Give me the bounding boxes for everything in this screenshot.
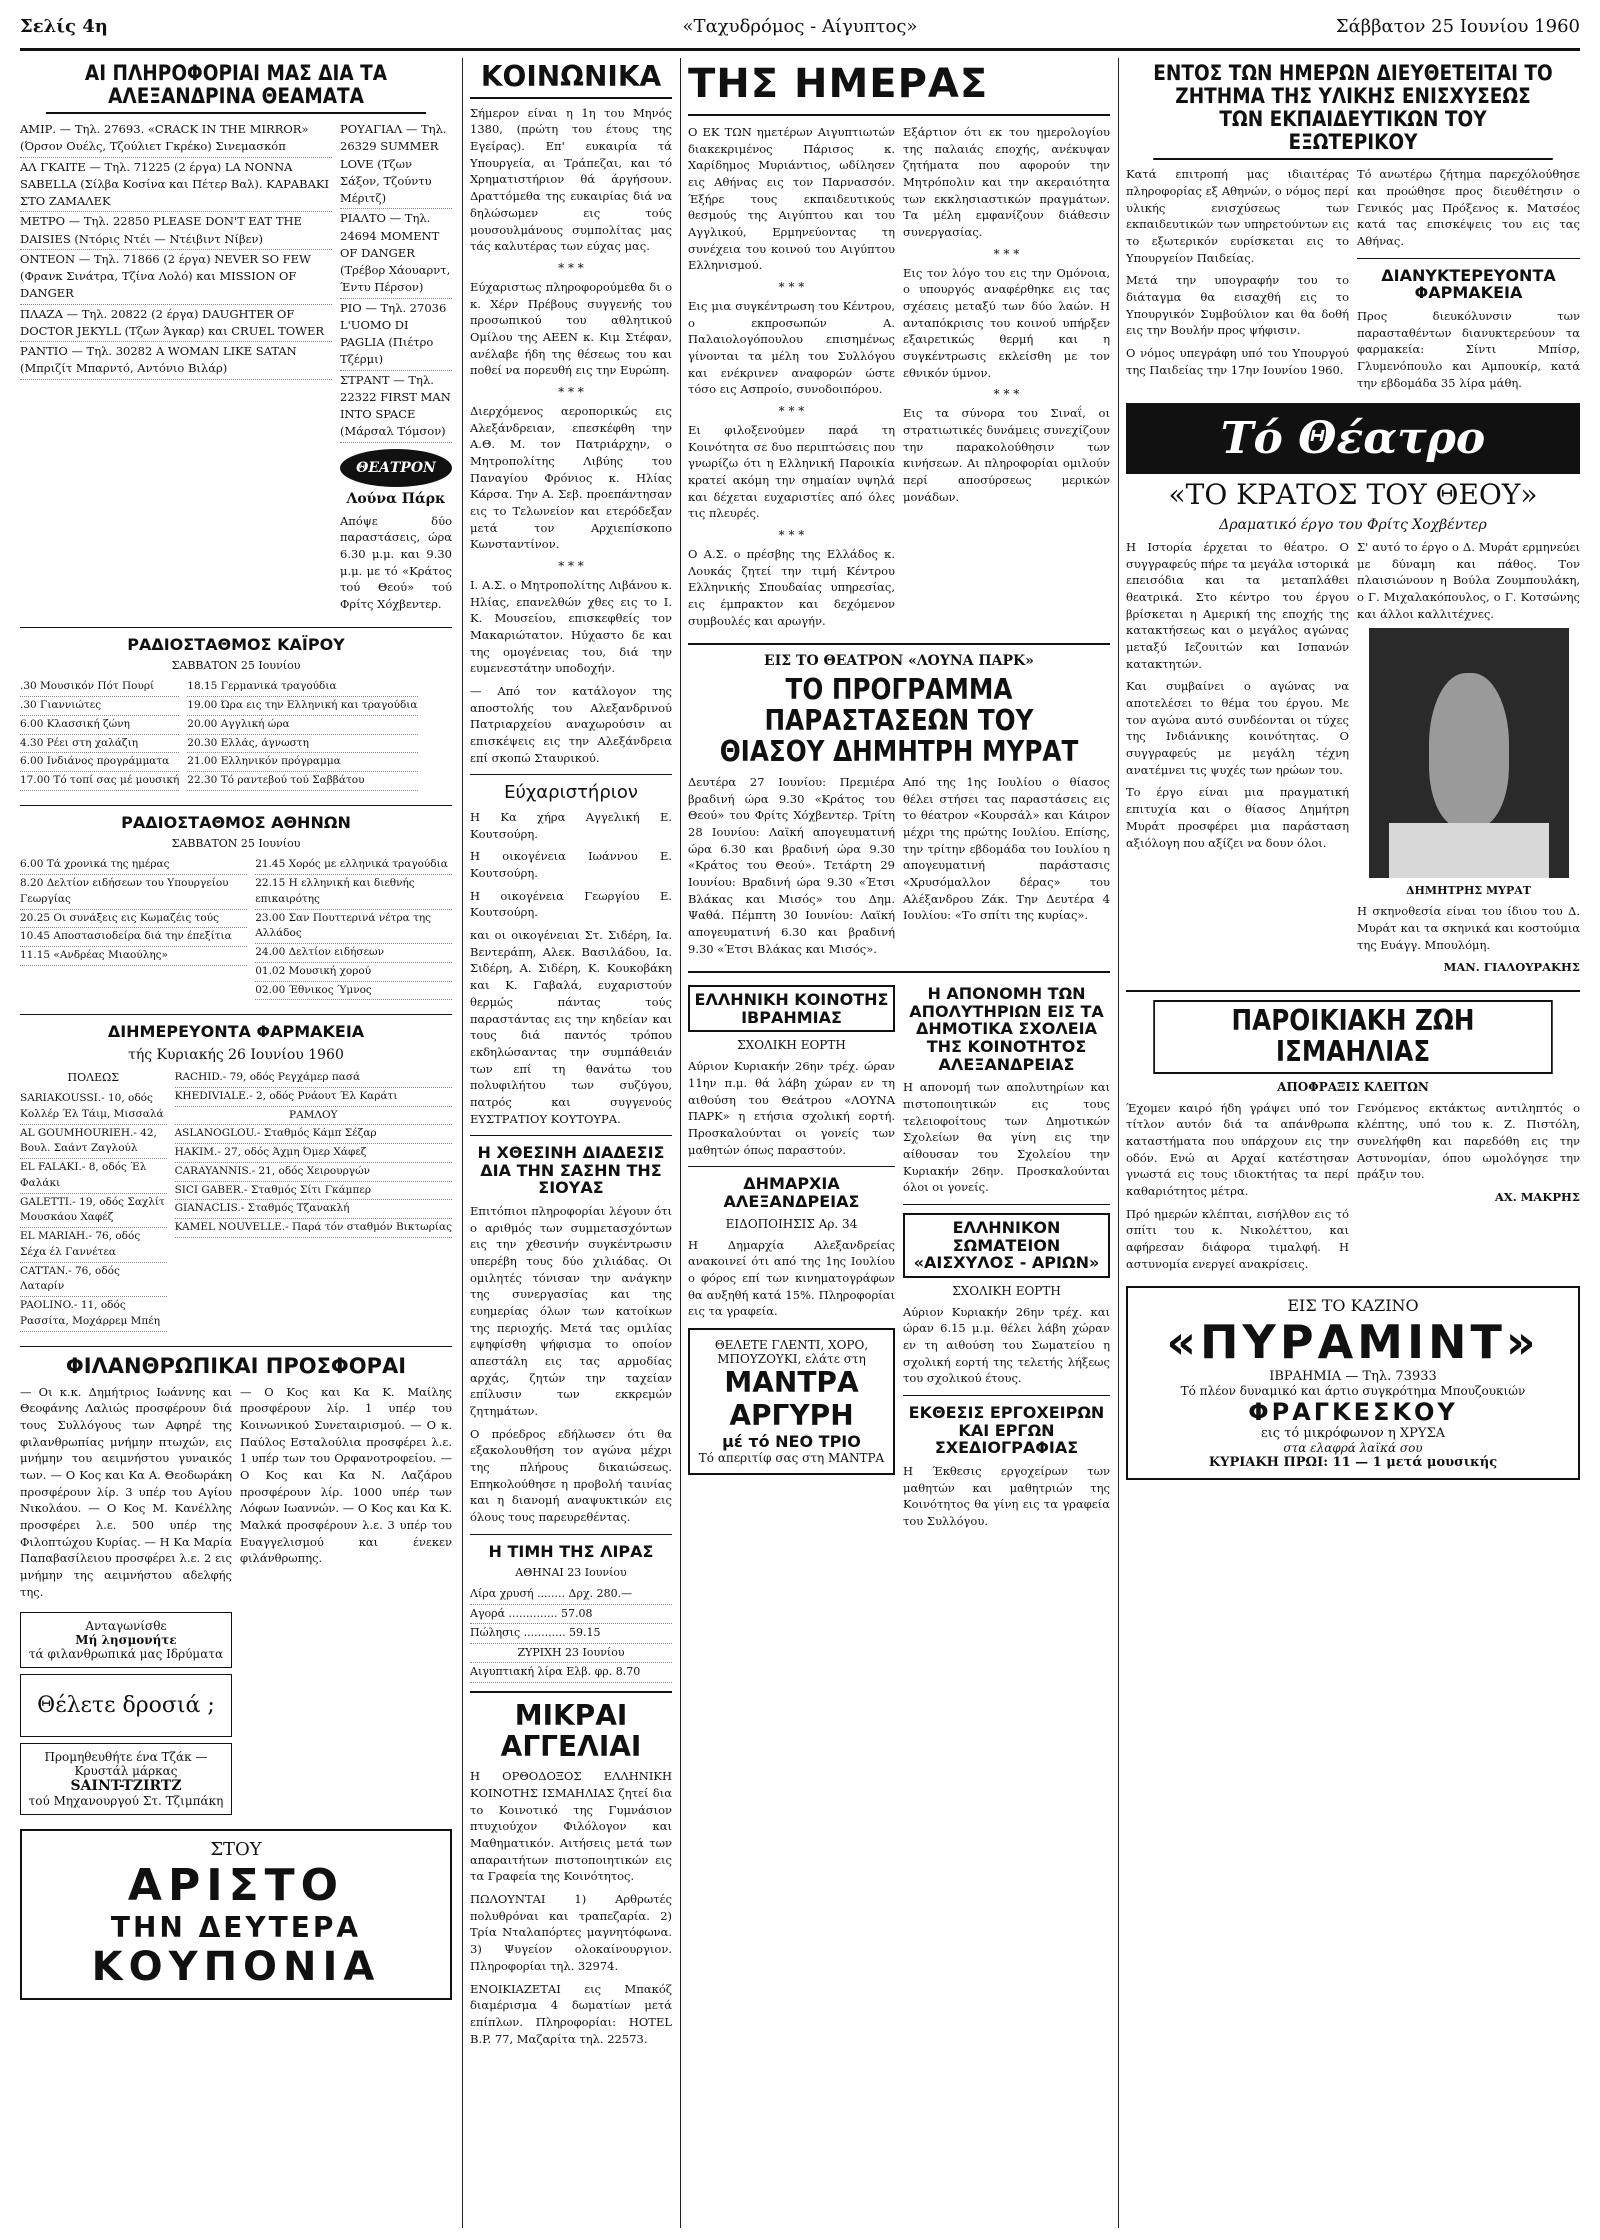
radio-program: 8.20 Δελτίον ειδήσεων του Υπουργείου Γεωργίας: [20, 875, 247, 910]
radio-program: 19.00 Ώρα εις την Ελληνική και τραγούδια: [187, 697, 417, 716]
suez-paragraph: Επιτόπιοι πληροφορίαι λέγουν ότι ο αριθμός των συμμετασχόντων εις την χθεσινήν συγκέντρωσιν υπερέβη τους δύο χιλιάδας. Οι ομιλητές τόνισαν την ανάγκην της συνεργασίας και της ευημερίας όλων των κατοίκων της περιοχής. Μετά τας ομιλίας εψηφίσθη ψήφισμα το οποίον απεστάλη εις τας αρμοδίας αρχάς, ζητών την ταχείαν επίλυσιν των εκκρεμών ζητημάτων.: [470, 1203, 672, 1419]
actor-photo: [1369, 628, 1569, 878]
news-paragraph: Εις τον λόγο του εις την Ομόνοια, ο υπουργός αναφέρθηκε εις τας σχέσεις μεταξύ των δύο λαών. Η ανταπόκρισις του κοινού υπήρξεν εξαιρετικώς θερμή και η συγκέντρωσις εκλείσθη με τον εθνικόν ύμνον.: [903, 265, 1110, 380]
casino-name: «ΠΥΡΑΜΙΝΤ»: [1166, 1315, 1540, 1370]
community-ibrahimia-subtitle: ΣΧΟΛΙΚΗ ΕΟΡΤΗ: [737, 1038, 846, 1053]
column-rule: [462, 58, 463, 2228]
radio-athens-date: ΣΑΒΒΑΤΟΝ 25 Ιουνίου: [171, 837, 301, 851]
social-paragraph: Ι. Α.Σ. ο Μητροπολίτης Λιβάνου κ. Ηλίας, επανελθών χθες εις το Ι. Κ. Μουσείου, επισκεφθείς τον Μακαριώτατον. Ηύχαστο δε και της ομογένειας του, διά την ευμενεστάτην υποδοχήν.: [470, 577, 672, 676]
charity-text-left: — Οι κ.κ. Δημήτριος Ιωάννης και Θεοφάνης Λαλιώς προσφέρουν διά τους Συλλόγους των Αφηρέ της φιλανθρωπίας μνήμην πτωχών, εις μνήμην του αειμνήστου γυναικός των. — Ο Κος και Κα Α. Θεοδωράκη προσφέρουν λίρ. 3 υπέρ του Αγίου Νικολάου. — Ο Κος Μ. Κανέλλης προσφέρει λ.ε. 500 υπέρ της Φιλοπτώχου Κυρίας. — Η Κα Μαρία Παπαβασίλειου προσφέρει λ.ε. 2 εις μνήμην της αειμνήστου αδελφής της.: [20, 1384, 232, 1599]
news-paragraph: Εις τα σύνορα του Σιναΐ, οι στρατιωτικές δυνάμεις συνεχίζουν την παρακολούθησιν των κινήσεων. Αι πληροφορίαι ομιλούν περί αποσύρσεως μερικών μονάδων.: [903, 406, 1110, 504]
cinema-entry: ΡΟΥΑΓΙΑΛ — Τηλ. 26329 SUMMER LOVE (Τζων Σάξον, Τζούντυ Μέριτζ): [340, 120, 452, 209]
ismailia-subtitle: ΑΠΟΦΡΑΞΙΣ ΚΛΕΙΤΩΝ: [1277, 1079, 1429, 1094]
cinema-entry: ΣΤΡΑΝΤ — Τηλ. 22322 FIRST MAN INTO SPACE (Μάρσαλ Τόμσον): [340, 371, 452, 443]
newspaper-name: «Ταχυδρόμος - Αίγυπτος»: [682, 16, 918, 37]
night-pharmacies-text: Προς διευκόλυνσιν των παρασταθέντων διανυκτερεύουν τα φαρμακεία: Σίντι Μπίσρ, Γλυμενόπουλο και Αμπουκίρ, κατά την εβδομάδα 35 λίρα μάθη.: [1357, 308, 1580, 390]
theatre-name: Λούνα Πάρκ: [346, 490, 446, 507]
pharmacy-area-label: ΡΑΜΛΟΥ: [175, 1107, 452, 1126]
community-ibrahimia-text: Αύριον Κυριακήν 26ην τρέχ. ώραν 11ην π.μ. θά λάβη χώραν εν τη αιθούση του Θεάτρου «ΛΟΥΝΑ ΠΑΡΚ» η ετήσια σχολική εορτή. Προσκαλούνται οι γονείς των μαθητών όπως παραστούν.: [688, 1059, 895, 1157]
donate-reminder-box: [20, 1612, 232, 1668]
play-subtitle: Δραματικό έργο του Φρίτς Χοχβέντερ: [1219, 517, 1487, 534]
shop-ad-line: τού Μηχανουργού Στ. Τζιμπάκη: [28, 1794, 224, 1809]
aeschylus-heading: ΕΛΛΗΝΙΚΟΝ ΣΩΜΑΤΕΙΟΝ «ΑΙΣΧΥΛΟΣ - ΑΡΙΩΝ»: [903, 1213, 1110, 1278]
column-culture: [1126, 58, 1580, 2228]
classified-ad: Η ΟΡΘΟΔΟΞΟΣ ΕΛΛΗΝΙΚΗ ΚΟΙΝΟΤΗΣ ΙΣΜΑΗΛΙΑΣ ζητεί δια το Κοινοτικό της Γυμνάσιον πτυχιούχον Φιλόλογον και Μαθηματικόν. Αιτήσεις μετά των απαραιτήτων πιστοποιητικών εις τα Γραφεία της Κοινότητος.: [470, 1769, 672, 1884]
pound-rate-row: Λίρα χρυσή ........ Δρχ. 280.—: [470, 1585, 672, 1605]
pound-rate-row: ΖΥΡΙΧΗ 23 Ιουνίου: [470, 1644, 672, 1664]
pharmacy-entry: KAMEL NOUVELLE.- Παρά τόν σταθμόν Βικτωρίας: [175, 1219, 452, 1238]
theatre-note: Απόψε δύο παραστάσεις, ώρα 6.30 μ.μ. και 9.30 μ.μ. με τό «Κράτος τού Θεού» τού Φρίτς Χόχβεντερ.: [340, 513, 452, 612]
teachers-paragraph: Τό ανωτέρω ζήτημα παρεχόλούθησε και προώθησε προς διευθέτησιν ο Γενικός μας Πρόξενος κ. Ματσέος κατά τας επισκέψεις του εις τας Αθήνας.: [1357, 167, 1580, 249]
program-text-left: Δευτέρα 27 Ιουνίου: Πρεμιέρα βραδινή ώρα 9.30 «Κράτος του Θεού» του Φρίτς Χόχβεντερ. Τρίτη 28 Ιουνίου: Λαϊκή απογευματινή ώρα 6.30 και βραδινή ώρα 9.30 «Κράτος του Θεού». Τετάρτη 29 Ιουνίου: Βραδινή ώρα 9.30 «Έτσι Βλάκας και Μισός» του Δημ. Ψαθά. Πέμπτη 30 Ιουνίου: Λαϊκή απογευματινή 6.30 και βραδινή 9.30 «Έτσι Βλάκας και Μισός».: [688, 774, 895, 956]
ismailia-heading: ΠΑΡΟΙΚΙΑΚΗ ΖΩΗ ΙΣΜΑΗΛΙΑΣ: [1153, 1000, 1553, 1074]
radio-cairo-heading: ΡΑΔΙΟΣΤΑΘΜΟΣ ΚΑΪΡΟΥ: [127, 634, 345, 654]
expo-heading: ΕΚΘΕΣΙΣ ΕΡΓΟΧΕΙΡΩΝ ΚΑΙ ΕΡΓΩΝ ΣΧΕΔΙΟΓΡΑΦΙΑΣ: [908, 1403, 1105, 1458]
radio-program: 4.30 Ρέει στη χαλάζιη: [20, 735, 179, 754]
pharmacy-entry: PAOLINO.- 11, οδός Ρασσίτα, Μοχάρρεμ Μπέη: [20, 1297, 167, 1332]
radio-program: 23.00 Σαν Πουττερινά νέτρα της Αλλάδος: [255, 910, 452, 945]
municipality-text: Η Δημαρχία Αλεξανδρείας ανακοινεί ότι από της 1ης Ιουλίου ο φόρος επί των κινηματογράφων θα αυξηθή κατά 15%. Πληροφορίαι εις τα γραφεία.: [688, 1237, 895, 1319]
radio-athens-list-right: [255, 856, 452, 1000]
cinema-entry: ΜΕΤΡΟ — Τηλ. 22850 PLEASE DON'T EAT THE DAISIES (Ντόρις Ντέι — Ντέιβιντ Νίβεν): [20, 212, 332, 250]
theatre-banner: [1126, 403, 1580, 474]
casino-line: ΙΒΡΑΗΜΙΑ — Τηλ. 73933: [1269, 1369, 1437, 1385]
social-paragraph: Σήμερον είναι η 1η του Μηνός 1380, (πρώτη του έτους της Εγείρας). Επ' ευκαιρία τά Υπουργεία, αι Τράπεζαι, και τό Χρηματιστήριον θά άργήσουν. Δραττόμεθα της ευκαιρίας διά να δηλώσωμεν εις τούς μουσουλμάνους συμπολίτας μας τάς καλυτέρας των εύχας μας.: [470, 105, 672, 254]
pharmacy-entry: EL FALAKI.- 8, οδός Έλ Φαλάκι: [20, 1159, 167, 1194]
radio-program: 20.25 Οι συνάξεις εις Κωμαζέις τούς: [20, 910, 247, 929]
news-paragraph: Ο ΕΚ ΤΩΝ ημετέρων Αιγυπτιωτών διακεκριμένος Πάρισος κ. Χαρίδημος Μυριάντιος, ωδίλησεν εις Αθήνας εις τον Παρνασσόν. Έξήρε τους εκπαιδευτικούς θεσμούς της Αιγύπτου και του Αγγλικού, Ερμηνεύοντας τη συνέχεια του κοινού του Αιγύπτου Ελληνισμού.: [688, 125, 895, 273]
casino-line: Τό πλέον δυναμικό και άρτιο συγκρότημα Μπουζουκιών: [1180, 1384, 1526, 1399]
casino-line: εις τό μικρόφωνον η ΧΡΥΣΑ: [1260, 1426, 1446, 1442]
classified-ad: ΕΝΟΙΚΙΑΖΕΤΑΙ εις Μπακόζ διαμέρισμα 4 δωματίων μετά επίπλων. Πληροφορίαι: HOTEL B.P. 77, Μαζαρίτα τηλ. 22573.: [470, 1981, 672, 2046]
pound-rate-row: Αγορά .............. 57.08: [470, 1605, 672, 1625]
actor-photo-caption: ΔΗΜΗΤΡΗΣ ΜΥΡΑΤ: [1406, 884, 1531, 898]
cinema-entry: ΑΛ ΓΚΑΙΤΕ — Τηλ. 71225 (2 έργα) LA NONNA SABELLA (Σίλβα Κοσίνα και Πέτερ Βαλ). ΚΑΡΑΒΑΚΙ ΣΤΟ ΖΑΜΑΛΕΚ: [20, 158, 332, 213]
pound-rates: [470, 1585, 672, 1683]
thanks-heading: Εύχαριστήριον: [504, 782, 638, 804]
radio-program: 10.45 Αποστασιοδείρα διά την έπεξίτια: [20, 928, 247, 947]
cinema-entry: ΡΑΝΤΙΟ — Τηλ. 30282 A WOMAN LIKE SATAN (Μπριζίτ Μπαρντό, Αντόνιο Βιλάρ): [20, 342, 332, 380]
thanks-line: Η οικογένεια Ιωάννου Ε. Κουτσούρη.: [470, 849, 672, 881]
classified-ad: ΠΩΛΟΥΝΤΑΙ 1) Αρθρωτές πολυθρόναι και τραπεζαρία. 2) Τρία Νταλαπόρτες μαγνητόφωνα. 3) Ψυγείον ολοκαίνουργιον. Πληροφορίαι τηλ. 32974.: [470, 1892, 672, 1973]
pharmacies-list-city: [20, 1090, 167, 1332]
pound-heading: Η ΤΙΜΗ ΤΗΣ ΛΙΡΑΣ: [488, 1541, 654, 1561]
social-paragraph: — Από τον κατάλογον της αποστολής του Αλεξανδρινού Πατριαρχείου αναχωρούσιν αι επισκέψεις εις την Αλεξάνδρεια επί σκοπώ Σταυρικού.: [470, 683, 672, 765]
play-paragraph: Η Ιστορία έρχεται το θέατρο. Ο συγγραφεύς πήρε τα μεγάλα ιστορικά επεισόδια και τα μεταπλάθει θεατρικά. Στο κέντρο του έργου βρίσκεται η Αμερική της εποχής της κατακτήσεως και ο μεγάλος αγώνας μεταξύ Ιεζουιτών και Ισπανών κατακτητών.: [1126, 540, 1349, 671]
pharmacies-area: ΠΟΛΕΩΣ: [67, 1071, 120, 1084]
shop-ad-brand: SAINT-TZIRTZ: [70, 1778, 182, 1795]
drink-ad: Θέλετε δροσιά ;: [20, 1674, 232, 1737]
radio-program: .30 Μουσικόν Πότ Πουρί: [20, 678, 179, 697]
pharmacies-heading: ΔΙΗΜΕΡΕΥΟΝΤΑ ΦΑΡΜΑΚΕΙΑ: [107, 1022, 365, 1042]
pharmacy-entry: KHEDIVIALE.- 2, οδός Ρνάουτ Έλ Καράτι: [175, 1088, 452, 1107]
radio-program: .30 Γιαννιώτες: [20, 697, 179, 716]
news-paragraph: Εξάρτιον ότι εκ του ημερολογίου της παλαιάς εποχής, ανέκυψαν ζητήματα που αφορούν την Μητρόπολιν και την ακεραιότητα των εκκλησιαστικών πραγμάτων. Τα μέλη εμφανίζουν διάθεσιν συνεργασίας.: [903, 125, 1110, 240]
thanks-line: Η οικογένεια Γεωργίου Ε. Κουτσούρη.: [470, 888, 672, 920]
pound-rate-row: Αιγυπτιακή λίρα Ελβ. φρ. 8.70: [470, 1663, 672, 1683]
radio-cairo-list-left: [20, 678, 179, 791]
play-paragraph: Και συμβαίνει ο αγώνας να αποτελέσει το θέμα του έργου. Με τον αγώνα αυτό συνδέονται οι τύχες της Ινδιάνικης κοινότητας. Ο συγγραφεύς με μεγάλη τέχνη ανατέμνει τις ψυχές των ηρώων του.: [1126, 679, 1349, 777]
thanks-line: και οι οικογένειαι Στ. Σιδέρη, Ια. Βεντεράπη, Αλεκ. Βασιλάδου, Ια. Σιδέρη, Α. Σιδέρη, Κ. Κουκοβάκη και Κ. Γαβαλά, ευχαριστούν θερμώς πάντας τούς παραστάντας εις την κηδείαν και τους διά παντός τρόπου εκδηλώσαντας την συμπάθειάν των επί τη θανάτω του πολυφιλήτου των συζύγου, πατρός και συγγενούς ΕΥΣΤΡΑΤΙΟΥ ΚΟΥΤΟΥΡΑ.: [470, 928, 672, 1126]
shop-ad: [20, 1743, 232, 1815]
social-paragraph: Εύχαριστως πληροφορούμεθα δι ο κ. Χέρν Πρέβους συγγενής του προσωπικού του αθλητικού Ομίλου της ΑΕΕΝ κ. Κιμ Στέφαν, ανέλαβε ήδη της θέσεως του και ποθεί να πορευθή εις την Ευρώπη.: [470, 279, 672, 378]
suez-paragraph: Ο πρόεδρος εδήλωσεν ότι θα εξακολουθήση τον αγώνα μέχρι της πλήρους δικαιώσεως. Επηκολούθησε η προβολή ταινίας και η διανομή αναψυκτικών εις όλους τους παρευρεθέντας.: [470, 1426, 672, 1525]
play-paragraph: Η σκηνοθεσία είναι του ίδιου του Δ. Μυράτ και τα σκηνικά και κοστούμια της Ευάγγ. Μπουλόμη.: [1357, 904, 1580, 952]
pharmacy-entry: GIANACLIS.- Σταθμός Τζανακλή: [175, 1200, 452, 1219]
news-paragraph: Ο Α.Σ. ο πρέσβης της Ελλάδος κ. Λουκάς ζητεί την τιμή Κέντρου Ελληνικής Σπουδαίας υπηρεσίας, εις έμπρακτον και δεχόμενον συμβουλές και αρωγήν.: [688, 547, 895, 628]
column-rule: [680, 58, 681, 2228]
casino-line: ΚΥΡΙΑΚΗ ΠΡΩΙ: 11 — 1 μετά μουσικής: [1208, 1455, 1498, 1471]
casino-line: ΕΙΣ ΤΟ ΚΑΖΙΝΟ: [1287, 1296, 1419, 1316]
play-paragraph: Το έργο είναι μια πραγματική επιτυχία και ο θίασος Δημήτρη Μυράτ προσφέρει μια παράσταση αξιόλογη που αξίζει να δουν όλοι.: [1126, 785, 1349, 850]
program-heading: ΤΟ ΠΡΟΓΡΑΜΜΑ ΠΑΡΑΣΤΑΣΕΩΝ ΤΟΥ ΘΙΑΣΟΥ ΔΗΜΗΤΡΗ ΜΥΡΑΤ: [719, 673, 1079, 769]
radio-program: 18.15 Γερμανικά τραγούδια: [187, 678, 417, 697]
aristo-brand: ΑΡΙΣΤΟ: [127, 1860, 345, 1912]
mantra-ad-line: Τό απεριτίφ σας στη ΜΑΝΤΡΑ: [698, 1451, 885, 1466]
pharmacy-entry: RACHID.- 79, οδός Ρεγχάμερ πασά: [175, 1069, 452, 1088]
radio-program: 22.30 Τό ραντεβού τού Σαββάτου: [187, 772, 417, 791]
radio-program: 21.45 Χορός με ελληνικά τραγούδια: [255, 856, 452, 875]
news-paragraph: Εις μια συγκέντρωση του Κέντρου, ο εκπροσωπών Α. Παλαιολογόπουλου επισημένως γίνονται τα μέλη του Συλλόγου και ενέκρινεν αναφορών ώστε τόσο εις Ασπροίο, συνοδοιπόρου.: [688, 299, 895, 397]
radio-program: 6.00 Κλασσική ζώνη: [20, 716, 179, 735]
social-heading: ΚΟΙΝΩΝΙΚΑ: [470, 62, 672, 99]
theatre-logo: ΘΕΑΤΡΟΝ: [340, 449, 452, 487]
mantra-ad: [688, 1328, 895, 1475]
pound-rate-row: Πώλησις ............ 59.15: [470, 1624, 672, 1644]
cinema-entry: ΑΜΙΡ. — Τηλ. 27693. «CRACK IN THE MIRROR» (Όρσον Ουέλς, Τζούλιετ Γκρέκο) Σινεμασκόπ: [20, 120, 332, 158]
radio-program: 22.15 Η ελληνική και διεθνής επικαιρότης: [255, 875, 452, 910]
pharmacies-subtitle: τής Κυριακής 26 Ιουνίου 1960: [128, 1047, 344, 1063]
social-paragraph: Διερχόμενος αεροπορικώς εις Αλεξάνδρειαν, επεσκέφθη την Α.Θ. Μ. τον Πατριάρχην, ο Μητροπολίτης Λιβύης του Παναγίου Φρόνιος κ. Ηλίας Κάρσα. Την Α. Σεβ. προεπάντησαν εις το Τελωνείον και ετερόδεξαν μετά τον Αρχιεπίσκοπο Κωνσταντίνον.: [470, 403, 672, 552]
pharmacy-entry: GALETTI.- 19, οδός Σαχλίτ Μουσκάου Χαφέζ: [20, 1194, 167, 1229]
news-paragraph: Ει φιλοξενούμεν παρά τη Κοινότητα σε δυο περιπτώσεις που γνωρίζω ότι η Ελληνική Παροικία κρατεί ακόμη την σημαίαν υψηλά και δέχεται ευχαριστίες από όλες τις πλευρές.: [688, 423, 895, 521]
radio-program: 02.00 Έθνικος Ύμνος: [255, 982, 452, 1001]
municipality-subtitle: ΕΙΔΟΠΟΙΗΣΙΣ Αρ. 34: [725, 1216, 858, 1231]
ismailia-paragraph: Γενόμενος εκτάκτως αντιληπτός ο κλέπτης, υπό του κ. Ζ. Πιστόλη, συνελήφθη και παρεδόθη εις την Αστυνομίαν, όπου ωμολόγησε την πράξιν του.: [1357, 1100, 1580, 1182]
cinema-list-left: [20, 120, 332, 613]
mantra-ad-line: μέ τό ΝΕΟ ΤΡΙΟ: [722, 1432, 861, 1452]
radio-cairo-list-right: [187, 678, 417, 791]
mantra-ad-brand: ΜΑΝΤΡΑ ΑΡΓΥΡΗ: [724, 1366, 859, 1433]
casino-line: στα ελαφρά λαϊκά σου: [1283, 1441, 1423, 1456]
page-number: Σελίς 4η: [20, 16, 108, 37]
pharmacy-entry: EL MARIAH.- 76, οδός Σέχα έλ Γαννέτεα: [20, 1228, 167, 1263]
program-text-right: Από της 1ης Ιουλίου ο θίασος θέλει στήσει τας παραστάσεις εις το θέατρον «Κουρσάλ» και Κάιρον μέχρι της πρώτης Ιουλίου. Επίσης, την τρίτην εβδομάδα του Ιουλίου η απογευματινή παράστασις «Χρυσόμαλλον δέρας» του Αλέξανδρου Ζάκ. Την Δευτέρα 4 Ιουλίου: «Το σπίτι της κυρίας».: [903, 774, 1110, 923]
cinema-list-right: [340, 120, 452, 443]
shop-ad-line: Προμηθευθήτε ένα Τζάκ — Κρυστάλ μάρκας: [44, 1750, 208, 1779]
teachers-paragraph: Κατά επιτροπή μας ιδιαιτέρας πληροφορίας εξ Αθηνών, ο νόμος περί υλικής ενισχύσεως των εκπαιδευτικών των υπηρετούντων εις το εξωτερικόν ευρίσκεται εις το Υπουργείον Παιδείας.: [1126, 167, 1349, 265]
cinema-entry: ΟΝΤΕΟΝ — Τηλ. 71866 (2 έργα) NEVER SO FEW (Φρανκ Σινάτρα, Τζίνα Λολό) και MISSION OF DANGER: [20, 250, 332, 305]
aristo-ad: [20, 1829, 452, 2000]
ismailia-paragraph: Πρό ημερών κλέπται, εισήλθον εις τό σπίτι του κ. Νικολέττου, και αφήρεσαν διάφορα τιμαλφή. Η αστυνομία ενεργεί ανακρίσεις.: [1126, 1206, 1349, 1271]
cinema-entry: ΠΛΑΖΑ — Τηλ. 20822 (2 έργα) DAUGHTER OF DOCTOR JEKYLL (Τζων Άγκαρ) και CRUEL TOWER: [20, 305, 332, 343]
news-heading: ΤΗΣ ΗΜΕΡΑΣ: [688, 61, 989, 107]
pharmacy-entry: CARAYANNIS.- 21, οδός Χειρουργών: [175, 1163, 452, 1182]
pound-subtitle: ΑΘΗΝΑΙ 23 Ιουνίου: [515, 1566, 627, 1580]
casino-ad: [1126, 1286, 1580, 1480]
aeschylus-text: Αύριον Κυριακήν 26ην τρέχ. και ώραν 6.15 μ.μ. θέλει λάβη χώραν εν τη αιθούση του Σωματείου η σχολική εορτή της τελετής λήξεως του σχολικού έτους.: [903, 1304, 1110, 1386]
column-social: ΚΟΙΝΩΝΙΚΑ Σήμερον είναι η 1η του Μηνός 1380, (πρώτη του έτους της Εγείρας). Επ' ευκαιρία τά Υπουργεία, αι Τράπεζαι, και τό Χρηματιστήριον θά άργήσουν. Δραττόμεθα της ευκαιρίας διά να δηλώσωμεν εις τούς μουσουλμάνους συμπολίτας μας τάς καλυτέρας των εύχας μας. * * * Εύχαριστως πληροφορούμεθα δι ο κ. Χέρν Πρέβους συγγενής του προσωπικού του αθλητικού Ομίλου της ΑΕΕΝ κ. Κιμ Στέφαν, ανέλαβε ήδη της θέσεως του και ποθεί να πορευθή εις την Ευρώπη. * * * Διερχόμενος αεροπορικώς εις Αλεξάνδρειαν, επεσκέφθη την Α.Θ. Μ. τον Πατριάρχην, ο Μητροπολίτης Λιβύης του Παναγίου Φρόνιος κ. Ηλίας Κάρσα. Την Α. Σεβ. προεπάντησαν εις το Τελωνείον και ετερόδεξαν μετά τον Αρχιεπίσκοπο Κωνσταντίνον. * * * Ι. Α.Σ. ο Μητροπολίτης Λιβάνου κ. Ηλίας, επανελθών χθες εις το Ι. Κ. Μουσείου, επισκεφθείς τον Μακαριώτατον. Ηύχαστο δε και της ομογένειας του, διά την ευμενεστάτην υποδοχήν. — Από τον κατάλογον της αποστολής του Αλεξανδρινού Πατριαρχείου αναχωρούσιν αι επισκέψεις εις την Αλεξάνδρεια επί σκοπώ Σταυρικού. Εύχαριστήριον Η Κα χήρα Αγγελική Ε. Κουτσούρη. Η οικογένεια Ιωάννου Ε. Κουτσούρη. Η οικογένεια Γεωργίου Ε. Κουτσούρη. και οι οικογένειαι Στ. Σιδέρη, Ια. Βεντεράπη, Αλεκ. Βασιλάδου, Ια. Σιδέρη, Α. Σιδέρη, Κ. Κουκοβάκη και Κ. Γαβαλά, ευχαριστούν θερμώς πάντας τούς παραστάντας εις την κηδείαν και τους διά παντός τρόπου εκδηλώσαντας την συμπάθειάν των επί τη θανάτω του πολυφιλήτου των συζύγου, πατρός και συγγενούς ΕΥΣΤΡΑΤΙΟΥ ΚΟΥΤΟΥΡΑ. Η ΧΘΕΣΙΝΗ ΔΙΑΔΕΣΙΣ ΔΙΑ ΤΗΝ ΣΑΣΗΝ ΤΗΣ ΣΙΟΥΑΣ Επιτόπιοι πληροφορίαι λέγουν ότι ο αριθμός των συμμετασχόντων εις την χθεσινήν συγκέντρωσιν υπερέβη τους δύο χιλιάδας. Οι ομιλητές τόνισαν την ανάγκην της συνεργασίας και της ευημερίας όλων των κατοίκων της περιοχής. Μετά τας ομιλίας εψηφίσθη ψήφισμα το οποίον απεστάλη εις τας αρμοδίας αρχάς, ζητών την ταχείαν επίλυσιν των εκκρεμών ζητημάτων. Ο πρόεδρος εδήλωσεν ότι θα εξακολουθήση τον αγώνα μέχρι της πλήρους δικαιώσεως. Επηκολούθησε η προβολή ταινίας και η διανομή αναψυκτικών εις όλους τους παρευρεθέντας. Η ΤΙΜΗ ΤΗΣ ΛΙΡΑΣ ΑΘΗΝΑΙ 23 Ιουνίου Λίρα χρυσή ........ Δρχ. 280.— Αγορά .............. 57.08 Πώλησις ............ 59.15 ΖΥΡΙΧΗ 23 Ιουνίου Αιγυπτιακή λίρα Ελβ. φρ. 8.70 ΜΙΚΡΑΙ ΑΓΓΕΛΙΑΙ Η ΟΡΘΟΔΟΞΟΣ ΕΛΛΗΝΙΚΗ ΚΟΙΝΟΤΗΣ ΙΣΜΑΗΛΙΑΣ ζητεί δια το Κοινοτικό της Γυμνάσιον πτυχιούχον Φιλόλογον και Μαθηματικόν. Αιτήσεις μετά των απαραιτήτων πιστοποιητικών εις τα Γραφεία της Κοινότητος. ΠΩΛΟΥΝΤΑΙ 1) Αρθρωτές πολυθρόναι και τραπεζαρία. 2) Τρία Νταλαπόρτες μαγνητόφωνα. 3) Ψυγείον ολοκαίνουργιον. Πληροφορίαι τηλ. 32974. ΕΝΟΙΚΙΑΖΕΤΑΙ εις Μπακόζ διαμέρισμα 4 δωματίων μετά επίπλων. Πληροφορίαι: HOTEL B.P. 77, Μαζαρίτα τηλ. 22573.: [470, 60, 672, 2046]
cinema-entry: ΡΙΟ — Τηλ. 27036 L'UOMO DI PAGLIA (Πιέτρο Τζέρμι): [340, 299, 452, 371]
ismailia-signature: ΑΧ. ΜΑΚΡΗΣ: [1494, 1190, 1580, 1205]
graduates-heading: Η ΑΠΟΝΟΜΗ ΤΩΝ ΑΠΟΛΥΤΗΡΙΩΝ ΕΙΣ ΤΑ ΔΗΜΟΤΙΚΑ ΣΧΟΛΕΙΑ ΤΗΣ ΚΟΙΝΟΤΗΤΟΣ ΑΛΕΞΑΝΔΡΕΙΑΣ: [909, 984, 1104, 1074]
aeschylus-subtitle: ΣΧΟΛΙΚΗ ΕΟΡΤΗ: [952, 1283, 1061, 1298]
charity-text-right: — Ο Κος και Κα Κ. Μαίλης προσφέρουν λίρ. 1 υπέρ του Κοινωνικού Συνεταιρισμού. — Ο κ. Παύλος Εσταλούλια προσφέρει λ.ε. 1 υπέρ των του Ορφανοτροφείου. — Ο Κος και Κα Ν. Λαζάρου προσφέρουν λίρ. 1000 υπέρ των Λόφων Ιωαννών. — Ο Κος και Κα Κ. Μαλκά προσφέρουν λ.ε. 3 υπέρ του Ευαγγελισμού και ένεκεν φιλάνθρωπης.: [240, 1384, 452, 1566]
donate-line: Μή λησμονήτε: [75, 1633, 177, 1648]
play-title: «ΤΟ ΚΡΑΤΟΣ ΤΟΥ ΘΕΟΥ»: [1168, 478, 1538, 512]
pharmacy-entry: ASLANOGLOU.- Σταθμός Κάμπ Σέζαρ: [175, 1125, 452, 1144]
teachers-paragraph: Ο νόμος υπεγράφη υπό του Υπουργού της Παιδείας την 17ην Ιουνίου 1960.: [1126, 346, 1349, 377]
casino-band: ΦΡΑΓΚΕΣΚΟΥ: [1248, 1398, 1458, 1427]
radio-program: 01.02 Μουσική χορού: [255, 963, 452, 982]
teachers-heading: ΕΝΤΟΣ ΤΩΝ ΗΜΕΡΩΝ ΔΙΕΥΘΕΤΕΙΤΑΙ ΤΟ ΖΗΤΗΜΑ ΤΗΣ ΥΛΙΚΗΣ ΕΝΙΣΧΥΣΕΩΣ ΤΩΝ ΕΚΠΑΙΔΕΥΤΙΚΩΝ ΤΟΥ ΕΞΩΤΕΡΙΚΟΥ: [1153, 62, 1553, 160]
radio-program: 6.00 Τά χρονικά της ημέρας: [20, 856, 247, 875]
classifieds-heading: ΜΙΚΡΑΙ ΑΓΓΕΛΙΑΙ: [500, 1698, 642, 1763]
masthead: [20, 8, 1580, 51]
community-ibrahimia-heading: ΕΛΛΗΝΙΚΗ ΚΟΙΝΟΤΗΣ ΙΒΡΑΗΜΙΑΣ: [688, 985, 895, 1032]
cinema-entry: ΡΙΑΛΤΟ — Τηλ. 24694 MOMENT OF DANGER (Τρέβορ Χάουαρντ, Έντυ Πέρσον): [340, 209, 452, 298]
play-paragraph: Σ' αυτό το έργο ο Δ. Μυράτ ερμηνεύει με δύναμη και πάθος. Τον πλαισιώνουν η Βούλα Ζουμπουλάκη, ο Γ. Μιχαλακόπουλος, ο Γ. Κοτσώνης και άλλοι καλλιτέχνες.: [1357, 540, 1580, 621]
aristo-line: ΚΟΥΠΟΝΙΑ: [91, 1944, 381, 1991]
radio-athens-heading: ΡΑΔΙΟΣΤΑΘΜΟΣ ΑΘΗΝΩΝ: [121, 812, 351, 832]
municipality-heading: ΔΗΜΑΡΧΙΑ ΑΛΕΞΑΝΔΡΕΙΑΣ: [723, 1174, 860, 1212]
aristo-line: ΤΗΝ ΔΕΥΤΕΡΑ: [110, 1911, 362, 1945]
radio-program: 20.00 Αγγλική ώρα: [187, 716, 417, 735]
aristo-line: ΣΤΟΥ: [210, 1839, 262, 1861]
radio-program: 20.30 Ελλάς, άγνωστη: [187, 735, 417, 754]
radio-program: 11.15 «Ανδρέας Μιαούλης»: [20, 947, 247, 966]
pharmacy-entry: SARIAKOUSSI.- 10, οδός Κολλέρ Έλ Τάιμ, Μισσαλά: [20, 1090, 167, 1125]
column-rule: [1118, 58, 1119, 2228]
mantra-ad-line: ΘΕΛΕΤΕ ΓΛΕΝΤΙ, ΧΟΡΟ, ΜΠΟΥΖΟΥΚΙ, ελάτε στη: [714, 1338, 869, 1367]
graduates-text: Η απονομή των απολυτηρίων και πιστοποιητικών εις τους τελειοφοίτους των Δημοτικών Σχολείων θα γίνη εις την αίθουσαν του Σχολείου την Κυριακήν 26ην. Προσκαλούνται όλοι οι γονείς.: [903, 1080, 1110, 1195]
radio-cairo-date: ΣΑΒΒΑΤΟΝ 25 Ιουνίου: [171, 659, 301, 673]
expo-text: Η Έκθεσις εργοχείρων των μαθητών και μαθητριών της Κοινότητος θα γίνη εις τα γραφεία του Συλλόγου.: [903, 1463, 1110, 1528]
column-entertainment: [20, 58, 452, 2228]
charity-heading: ΦΙΛΑΝΘΡΩΠΙΚΑΙ ΠΡΟΣΦΟΡΑΙ: [65, 1353, 407, 1378]
radio-program: 24.00 Δελτίον ειδήσεων: [255, 944, 452, 963]
pharmacy-entry: SICI GABER.- Σταθμός Σίτι Γκάμπερ: [175, 1182, 452, 1201]
pharmacies-list-ramleh: [175, 1069, 452, 1332]
column-news: ΤΗΣ ΗΜΕΡΑΣ Ο ΕΚ ΤΩΝ ημετέρων Αιγυπτιωτών διακεκριμένος Πάρισος κ. Χαρίδημος Μυριάντιος, ωδίλησεν εις Αθήνας εις τον Παρνασσόν. Έξήρε τους εκπαιδευτικούς θεσμούς της Αιγύπτου και του Αγγλικού, Ερμηνεύοντας τη συνέχεια του κοινού του Αιγύπτου Ελληνισμού. * * * Εις μια συγκέντρωση του Κέντρου, ο εκπροσωπών Α. Παλαιολογόπουλου επισημένως γίνονται τα μέλη του Συλλόγου και ενέκρινεν αναφορών ώστε τόσο εις Ασπροίο, συνοδοιπόρου. * * * Ει φιλοξενούμεν παρά τη Κοινότητα σε δυο περιπτώσεις που γνωρίζω ότι η Ελληνική Παροικία κρατεί ακόμη την σημαίαν υψηλά και δέχεται ευχαριστίες από όλες τις πλευρές. * * * Ο Α.Σ. ο πρέσβης της Ελλάδος κ. Λουκάς ζητεί την τιμή Κέντρου Ελληνικής Σπουδαίας υπηρεσίας, εις έμπρακτον και δεχόμενον συμβουλές και αρωγήν. Εξάρτιον ότι εκ του ημερολογίου της παλαιάς εποχής, ανέκυψαν ζητήματα που αφορούν την Μητρόπολιν και την ακεραιότητα των εκκλησιαστικών πραγμάτων. Τα μέλη εμφανίζουν διάθεσιν συνεργασίας. * * * Εις τον λόγο του εις την Ομόνοια, ο υπουργός αναφέρθηκε εις τας σχέσεις μεταξύ των δύο λαών. Η ανταπόκρισις του κοινού υπήρξεν εξαιρετικώς θερμή και η συγκέντρωσις εκλείσθη με τον εθνικόν ύμνον. * * * Εις τα σύνορα του Σιναΐ, οι στρατιωτικές δυνάμεις συνεχίζουν την παρακολούθησιν των κινήσεων. Αι πληροφορίαι ομιλούν περί αποσύρσεως μερικών μονάδων. ΕΙΣ ΤΟ ΘΕΑΤΡΟΝ «ΛΟΥΝΑ ΠΑΡΚ» ΤΟ ΠΡΟΓΡΑΜΜΑ ΠΑΡΑΣΤΑΣΕΩΝ ΤΟΥ ΘΙΑΣΟΥ ΔΗΜΗΤΡΗ ΜΥΡΑΤ Δευτέρα 27 Ιουνίου: Πρεμιέρα βραδινή ώρα 9.30 «Κράτος του Θεού» του Φρίτς Χόχβεντερ. Τρίτη 28 Ιουνίου: Λαϊκή απογευματινή ώρα 6.30 και βραδινή ώρα 9.30 «Κράτος του Θεού». Τετάρτη 29 Ιουνίου: Βραδινή ώρα 9.30 «Έτσι Βλάκας και Μισός» του Δημ. Ψαθά. Πέμπτη 30 Ιουνίου: Λαϊκή απογευματινή 6.30 και βραδινή 9.30 «Έτσι Βλάκας και Μισός». Από της 1ης Ιουλίου ο θίασος θέλει στήσει τας παραστάσεις εις το θέατρον «Κουρσάλ» και Κάιρον μέχρι της πρώτης Ιουλίου. Επίσης, την τρίτην εβδομάδα του Ιουλίου η απογευματινή παράστασις «Χρυσόμαλλον δέρας» του Αλέξανδρου Ζάκ. Την Δευτέρα 4 Ιουλίου: «Το σπίτι της κυρίας». ΕΛΛΗΝΙΚΗ ΚΟΙΝΟΤΗΣ ΙΒΡΑΗΜΙΑΣ ΣΧΟΛΙΚΗ ΕΟΡΤΗ Αύριον Κυριακήν 26ην τρέχ. ώραν 11ην π.μ. θά λάβη χώραν εν τη αιθούση του Θεάτρου «ΛΟΥΝΑ ΠΑΡΚ» η ετήσια σχολική εορτή. Προσκαλούνται οι γονείς των μαθητών όπως παραστούν. ΔΗΜΑΡΧΙΑ ΑΛΕΞΑΝΔΡΕΙΑΣ ΕΙΔΟΠΟΙΗΣΙΣ Αρ. 34 Η Δημαρχία Αλεξανδρείας ανακοινεί ότι από της 1ης Ιουλίου ο φόρος επί των κινηματογράφων θα αυξηθή κατά 15%. Πληροφορίαι εις τα γραφεία. ΘΕΛΕΤΕ ΓΛΕΝΤΙ, ΧΟΡΟ, ΜΠΟΥΖΟΥΚΙ, ελάτε στη ΜΑΝΤΡΑ ΑΡΓΥΡΗ μέ τό ΝΕΟ ΤΡΙΟ Τό απεριτίφ σας στη ΜΑΝΤΡΑ Η ΑΠΟΝΟΜΗ ΤΩΝ ΑΠΟΛΥΤΗΡΙΩΝ ΕΙΣ ΤΑ ΔΗΜΟΤΙΚΑ ΣΧΟΛΕΙΑ ΤΗΣ ΚΟΙΝΟΤΗΤΟΣ ΑΛΕΞΑΝΔΡΕΙΑΣ Η απονομή των απολυτηρίων και πιστοποιητικών εις τους τελειοφοίτους των Δημοτικών Σχολείων θα γίνη εις την αίθουσαν του Σχολείου την Κυριακήν 26ην. Προσκαλούνται όλοι οι γονείς. ΕΛΛΗΝΙΚΟΝ ΣΩΜΑΤΕΙΟΝ «ΑΙΣΧΥΛΟΣ - ΑΡΙΩΝ» ΣΧΟΛΙΚΗ ΕΟΡΤΗ Αύριον Κυριακήν 26ην τρέχ. και ώραν 6.15 μ.μ. θέλει λάβη χώραν εν τη αιθούση του Σωματείου η σχολική εορτή της τελετής λήξεως του σχολικού έτους. ΕΚΘΕΣΙΣ ΕΡΓΟΧΕΙΡΩΝ ΚΑΙ ΕΡΓΩΝ ΣΧΕΔΙΟΓΡΑΦΙΑΣ Η Έκθεσις εργοχείρων των μαθητών και μαθητριών της Κοινότητος θα γίνη εις τα γραφεία του Συλλόγου.: [688, 61, 1110, 1528]
radio-athens-list-left: [20, 856, 247, 1000]
issue-date: Σάββατον 25 Ιουνίου 1960: [1335, 16, 1580, 37]
radio-program: 6.00 Ινδιάνος προγράμματα: [20, 753, 179, 772]
donate-line: τά φιλανθρωπικά μας Ιδρύματα: [28, 1647, 224, 1662]
entertainment-heading: ΑΙ ΠΛΗΡΟΦΟΡΙΑΙ ΜΑΣ ΔΙΑ ΤΑ ΑΛΕΞΑΝΔΡΙΝΑ ΘΕΑΜΑΤΑ: [46, 62, 426, 114]
thanks-line: Η Κα χήρα Αγγελική Ε. Κουτσούρη.: [470, 810, 672, 841]
radio-program: 17.00 Τό τοπί σας μέ μουσική: [20, 772, 179, 791]
play-signature: ΜΑΝ. ΓΙΑΛΟΥΡΑΚΗΣ: [1443, 960, 1580, 975]
pharmacy-entry: AL GOUMHOURIEH.- 42, Βουλ. Σαάντ Ζαγλούλ: [20, 1125, 167, 1160]
suez-heading: Η ΧΘΕΣΙΝΗ ΔΙΑΔΕΣΙΣ ΔΙΑ ΤΗΝ ΣΑΣΗΝ ΤΗΣ ΣΙΟΥΑΣ: [477, 1143, 665, 1198]
teachers-paragraph: Μετά την υπογραφήν του το διάταγμα θα εισαχθή εις το Υπουργικόν Συμβούλιον και θα δοθή εις την Βουλήν προς ψήφισιν.: [1126, 273, 1349, 338]
radio-program: 21.00 Ελληνικόν πρόγραμμα: [187, 753, 417, 772]
pharmacy-entry: HAKIM.- 27, οδός Άχμη Όμερ Χάφεζ: [175, 1144, 452, 1163]
night-pharmacies-heading: ΔΙΑΝΥΚΤΕΡΕΥΟΝΤΑ ΦΑΡΜΑΚΕΙΑ: [1381, 265, 1556, 303]
donate-line: Ανταγωνίσθε: [85, 1619, 167, 1634]
theatre-banner-title: Τό Θέατρο: [1220, 413, 1486, 465]
pharmacy-entry: CATTAN.- 76, οδός Λαταρίν: [20, 1263, 167, 1298]
ismailia-paragraph: Έχομεν καιρό ήδη γράψει υπό τον τίτλον αυτόν διά τα απάνθρωπα καταστήματα που υπάρχουν εις την οδόν. Ενώ αι Αρχαί κατέστησαν γνωστά εις τους ιδιοκτήτας τα περί καθαριότητος μέτρα.: [1126, 1100, 1349, 1199]
lunapark-heading: ΕΙΣ ΤΟ ΘΕΑΤΡΟΝ «ΛΟΥΝΑ ΠΑΡΚ»: [764, 653, 1034, 670]
